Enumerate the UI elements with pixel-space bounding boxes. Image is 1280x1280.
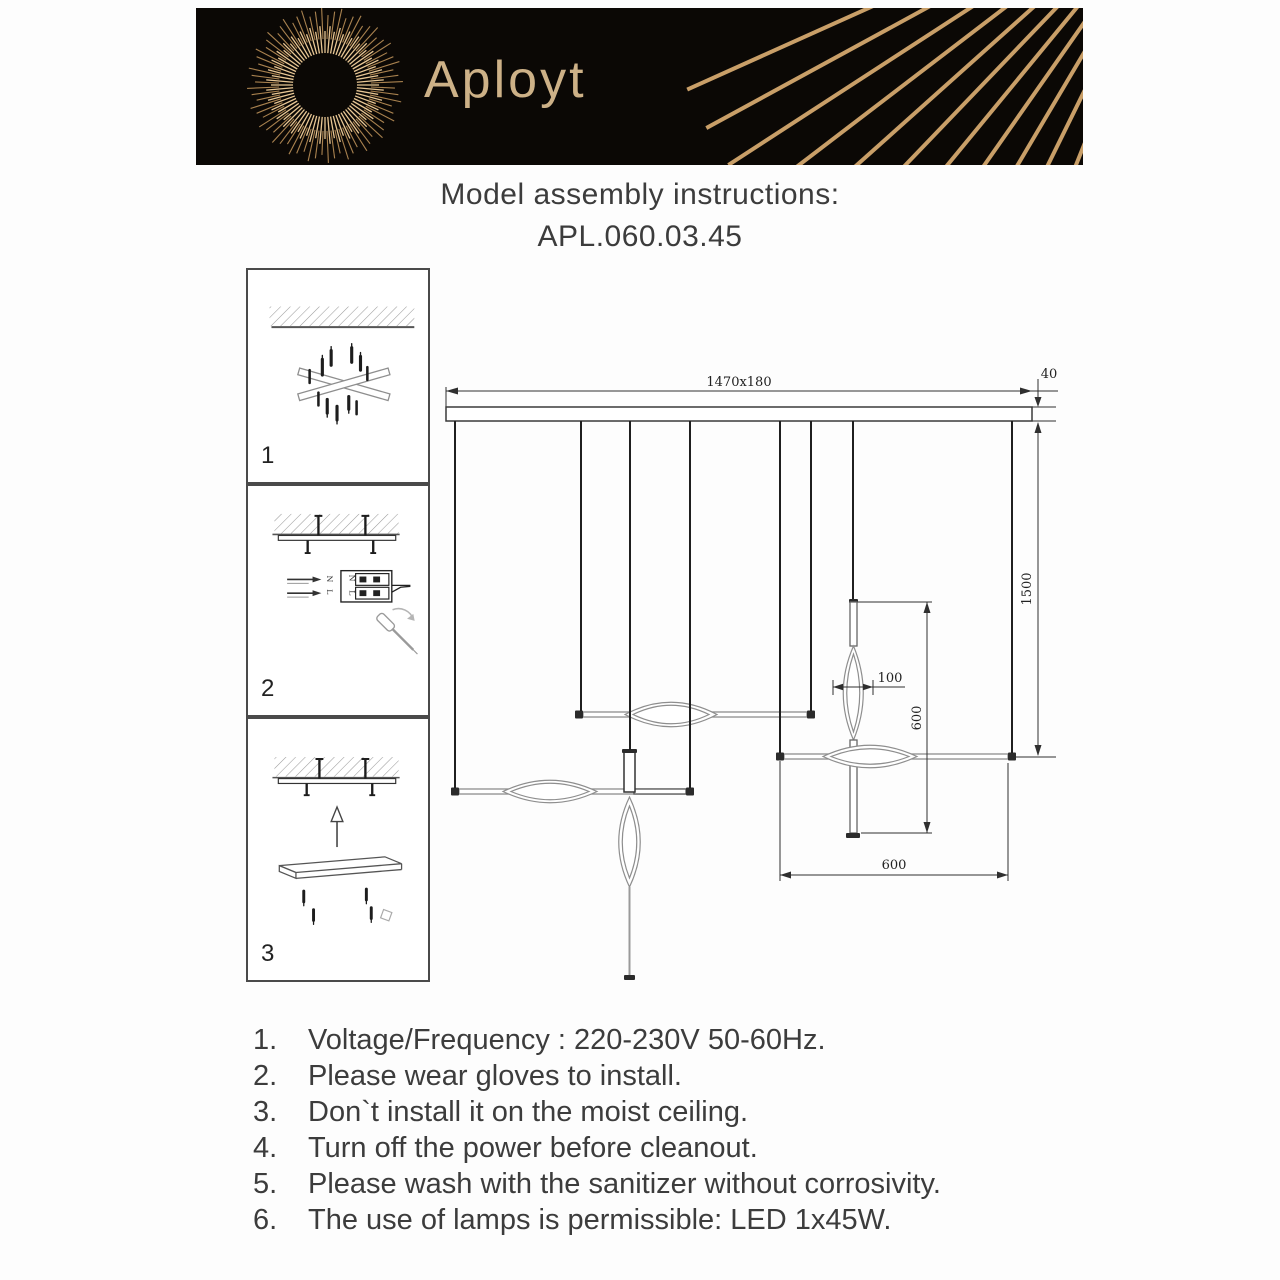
suspension-wires [455,421,1012,788]
ceiling-hatch [272,757,399,778]
title-line: Model assembly instructions: [440,178,840,211]
wire-n-label: N [325,575,335,583]
canopy-height-label: 40 [1040,367,1058,382]
technical-drawing [440,355,1070,1010]
dim-cluster-width [780,761,1008,881]
note-item [253,1166,1083,1202]
nut-icon [381,910,392,921]
cluster-width-label: 600 [881,858,907,873]
note-text: Voltage/Frequency : 220-230V 50-60Hz. [308,1024,826,1056]
note-item [253,1130,1083,1166]
terminal-n-label: N [347,574,357,582]
step-1-panel [246,268,430,484]
wiring-diagram [287,576,334,598]
step-number: 3 [261,940,275,967]
banner-decoration [196,8,1083,165]
ceiling-canopy-bar [446,407,1032,421]
screwdriver-icon [376,597,428,657]
dim-cluster-height [858,602,932,833]
note-number: 1. [253,1024,278,1056]
ceiling-hatch [270,307,415,328]
page-title [0,178,1280,254]
ceiling-hatch [272,514,399,535]
brand-banner [196,8,1083,165]
rays-decoration-icon [687,8,1083,165]
note-text: Please wear gloves to install. [308,1060,682,1092]
lamp-tubes [451,599,1016,980]
terminal-block-icon [341,571,410,602]
note-item [253,1058,1083,1094]
wire-l-label: L [325,589,335,595]
step-number: 2 [261,675,275,702]
note-text: Please wash with the sanitizer without corrosivity. [308,1168,941,1200]
installation-notes [253,1022,1083,1238]
note-number: 5. [253,1168,278,1200]
cross-bracket-icon [298,368,390,400]
note-text: Don`t install it on the moist ceiling. [308,1096,749,1128]
screws-icon [304,889,372,924]
note-item [253,1094,1083,1130]
step-1-illustration [248,270,428,482]
step-number: 1 [261,442,275,469]
dim-canopy-size [446,375,1058,407]
brand-wordmark: Aployt [424,51,587,109]
step-2-illustration [248,486,428,715]
model-number: APL.060.03.45 [537,220,743,253]
canopy-size-label: 1470x180 [706,375,772,390]
sunburst-center [294,54,356,116]
note-text: The use of lamps is permissible: LED 1x45W. [308,1204,892,1236]
terminal-l-label: L [347,590,357,596]
cluster-height-label: 600 [910,705,925,731]
note-number: 3. [253,1096,278,1128]
note-number: 4. [253,1132,278,1164]
step-2-panel [246,484,430,717]
dim-canopy-height [1032,367,1057,421]
leaf-width-label: 100 [877,671,903,686]
note-item [253,1202,1083,1238]
note-text: Turn off the power before cleanout. [308,1132,758,1164]
dim-drop-height [1016,422,1056,757]
canopy-plate-icon [279,857,401,879]
up-arrow-icon [331,807,343,847]
note-number: 6. [253,1204,278,1236]
step-3-illustration [248,719,428,980]
step-3-panel [246,717,430,982]
note-number: 2. [253,1060,278,1092]
note-item [253,1022,1083,1058]
drop-height-label: 1500 [1020,572,1035,606]
